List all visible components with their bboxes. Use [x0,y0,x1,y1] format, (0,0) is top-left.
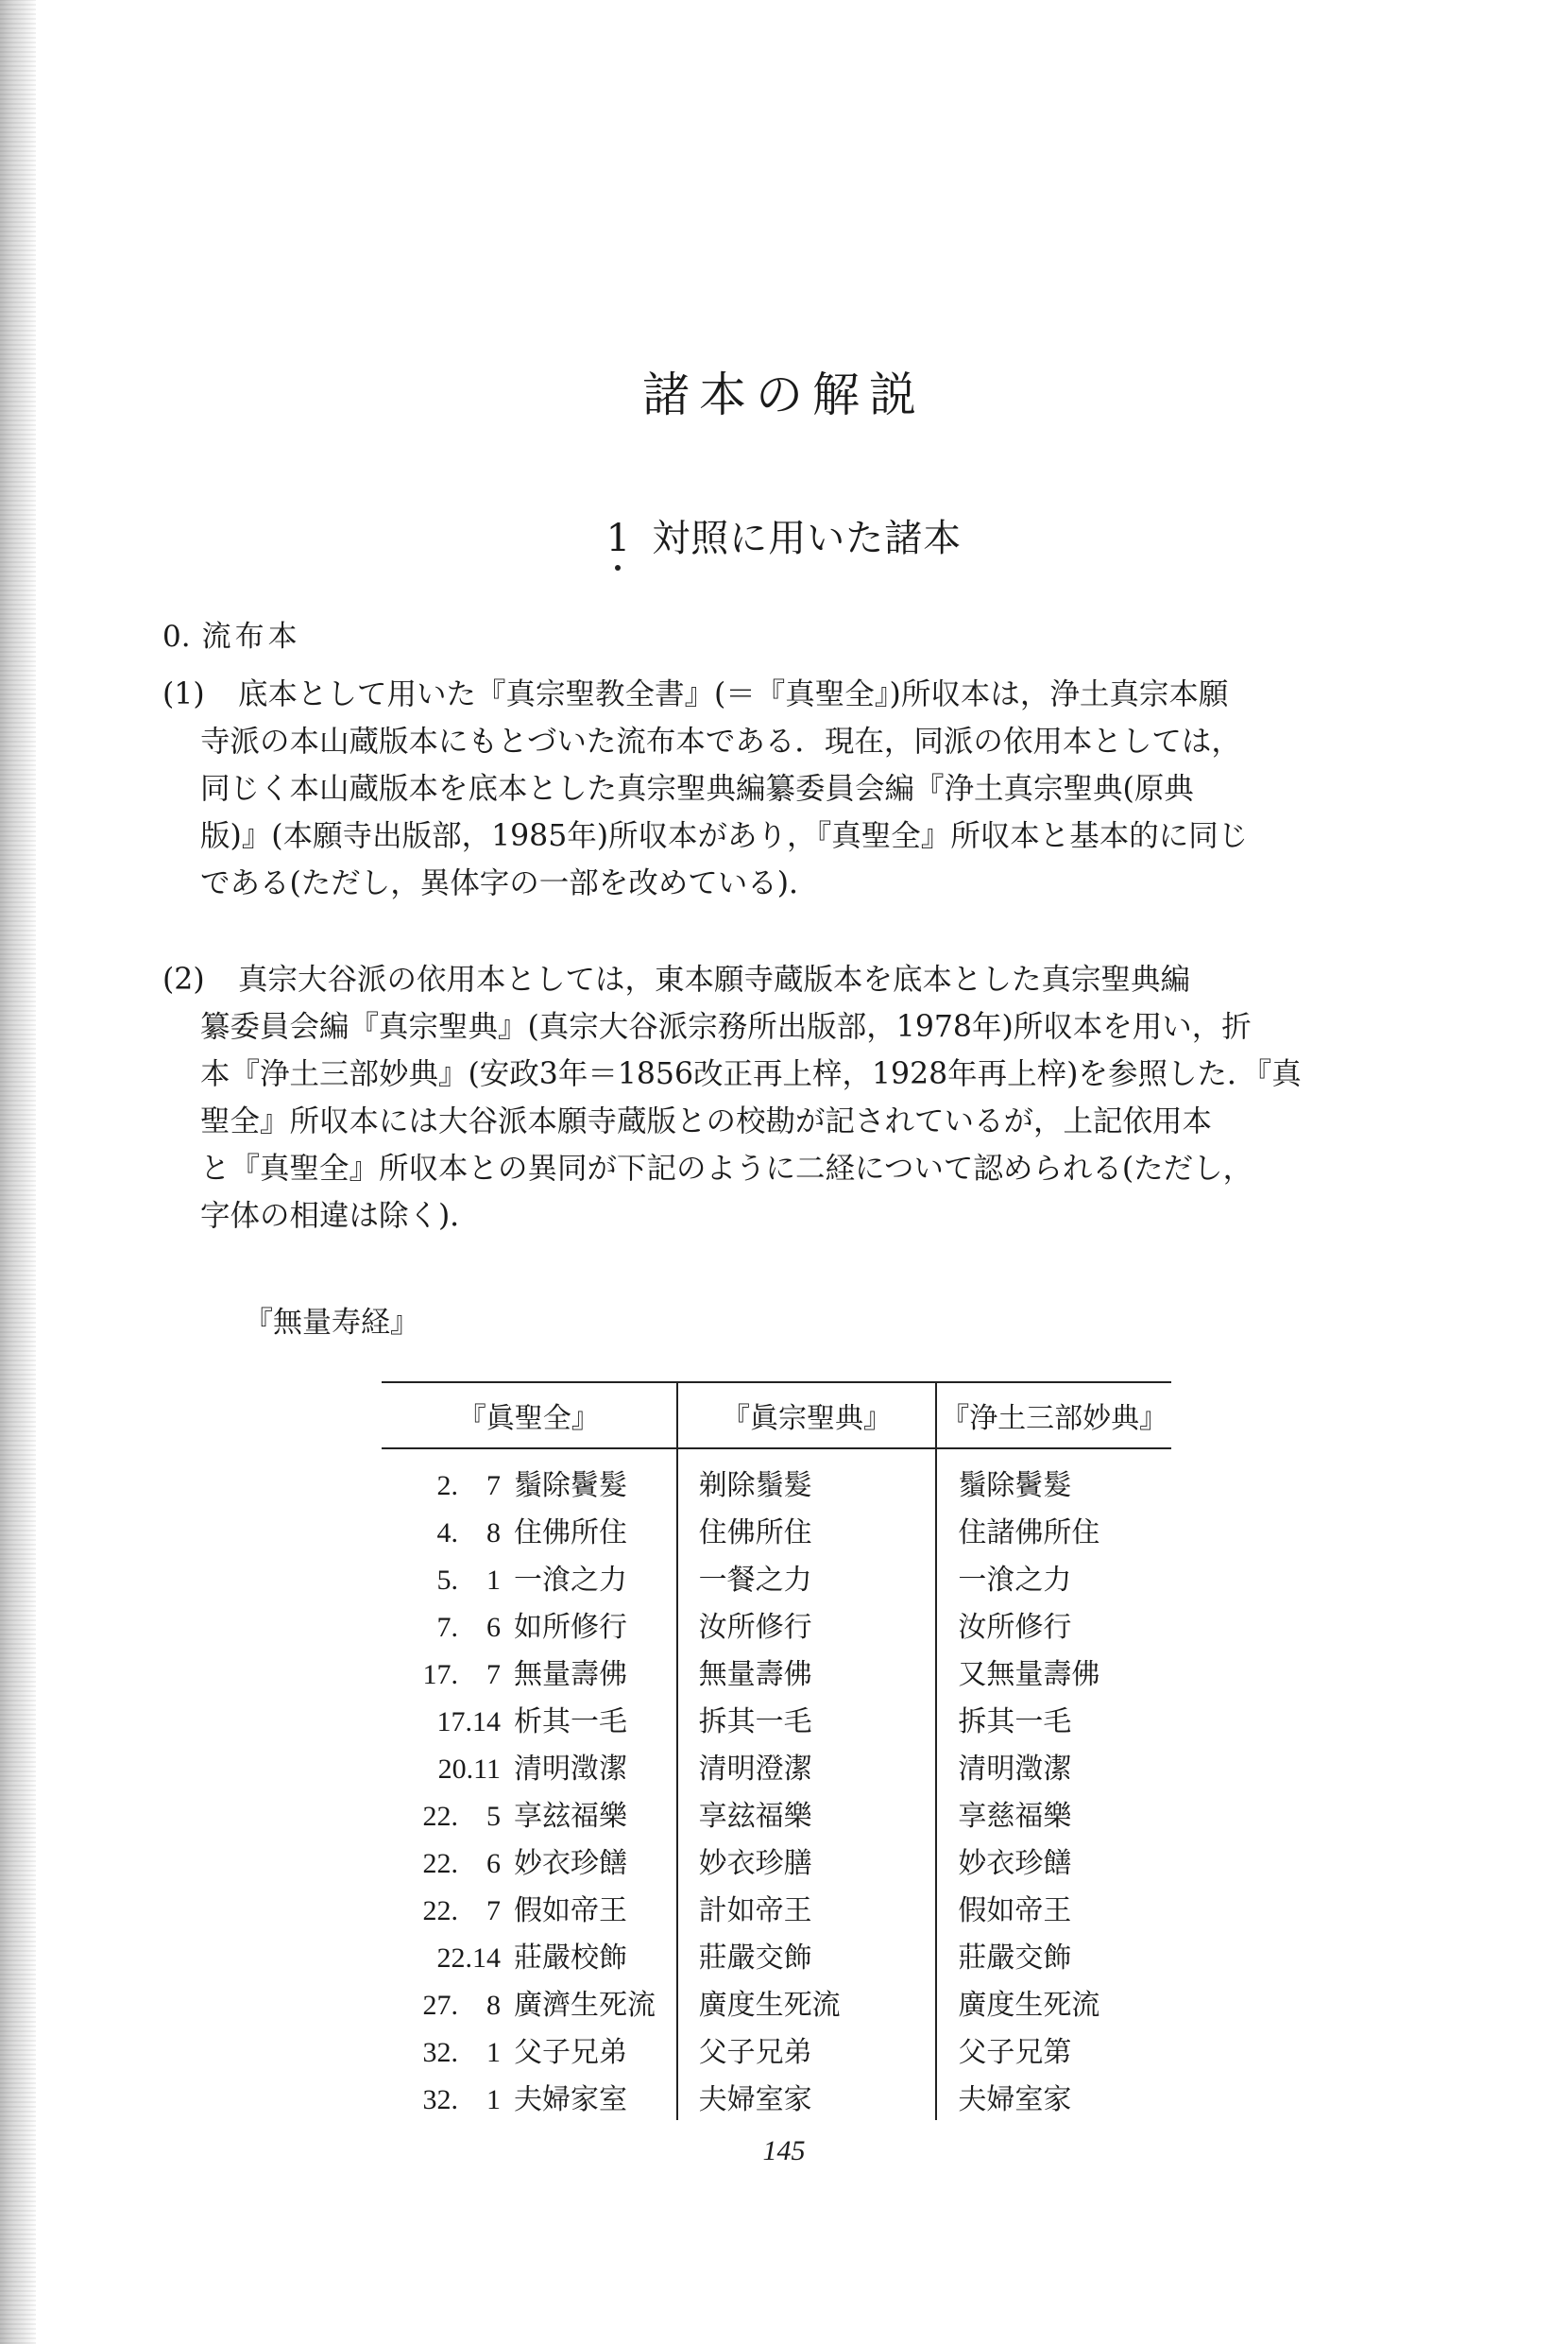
reference-number: 32. 1 [422,2037,501,2068]
table-row [382,1837,1171,1884]
table-cell-shinshoen [382,1448,677,1506]
table-row [382,1448,1171,1506]
table-cell-jodo-sanbu-myoten: 父子兄第 [958,2036,1072,2069]
variant-table [382,1381,1171,2120]
table-cell-shinshu-seiten: 一餐之力 [677,1553,937,1600]
table-cell-shinshoen [382,1978,677,2026]
variant-text: 析其一毛 [514,1705,627,1738]
subsection-heading [162,612,301,655]
table-row [382,1789,1171,1837]
reference-number: 17.14 [436,1706,501,1737]
paragraph-line: 寺派の本山蔵版本にもとづいた流布本である．現在，同派の依用本としては， [200,725,1241,759]
reference-number: 22. 7 [422,1895,501,1926]
table-cell-shinshoen [382,1553,677,1600]
table-cell-shinshoen [382,1742,677,1789]
subsection-number: 0. [162,620,191,654]
table-cell-jodo-sanbu-myoten: 廣度生死流 [958,1989,1100,2022]
list-caption: 『無量寿経』 [244,1306,419,1340]
paragraph-2 [162,956,1409,1240]
table-row [382,1600,1171,1648]
variant-text: 清明澂潔 [514,1753,627,1786]
table-cell-jodo-sanbu-myoten: 住諸佛所住 [958,1516,1100,1549]
paragraph-line: 聖全』所収本には大谷派本願寺蔵版との校勘が記されているが，上記依用本 [200,1104,1213,1138]
table-cell-shinshu-seiten: 無量壽佛 [677,1648,937,1695]
table-cell-shinshoen [382,1600,677,1648]
paragraph-line: である(ただし，異体字の一部を改めている)． [200,866,819,900]
reference-number: 7. 6 [436,1612,501,1643]
table-cell-jodo-sanbu-myoten: 享慈福樂 [958,1800,1072,1833]
table-row [382,1742,1171,1789]
reference-number: 17. 7 [422,1659,501,1690]
variant-text: 鬚除鬢髮 [514,1469,627,1502]
variant-text: 一湌之力 [514,1564,627,1597]
paragraph-marker: (1) [162,677,205,711]
table-cell-shinshu-seiten: 計如帝王 [677,1884,937,1931]
variant-text: 無量壽佛 [514,1658,627,1691]
table-cell-shinshu-seiten: 清明澄潔 [677,1742,937,1789]
scan-artifact-dot [615,565,621,571]
variant-text: 如所修行 [514,1611,627,1644]
paragraph-line: (1) 底本として用いた『真宗聖教全書』(＝『真聖全』)所収本は，浄土真宗本願 [162,671,1409,718]
table-cell-jodo-sanbu-myoten: 妙衣珍饍 [958,1847,1072,1880]
variant-text: 父子兄弟 [514,2036,627,2069]
table-cell-shinshu-seiten: 住佛所住 [677,1506,937,1553]
reference-number: 4. 8 [436,1517,501,1548]
reference-number: 22. 5 [422,1801,501,1832]
table-row [382,2073,1171,2120]
table-cell-shinshu-seiten: 父子兄弟 [677,2026,937,2073]
table-cell-jodo-sanbu-myoten: 又無量壽佛 [958,1658,1100,1691]
reference-number: 27. 8 [422,1990,501,2021]
section-title: 対照に用いた諸本 [652,517,963,560]
table-cell-shinshu-seiten: 廣度生死流 [677,1978,937,2026]
variant-text: 妙衣珍饍 [514,1847,627,1880]
variant-text: 廣濟生死流 [514,1989,656,2022]
page-number: 145 [762,2135,806,2166]
variant-text: 莊嚴校飾 [514,1942,627,1975]
table-header-row [382,1382,1171,1448]
variant-text: 夫婦家室 [514,2083,627,2116]
table-cell-jodo-sanbu-myoten: 夫婦室家 [958,2083,1072,2116]
table-cell-shinshu-seiten: 剃除鬚髮 [677,1448,937,1506]
table-row [382,1648,1171,1695]
table-row [382,1884,1171,1931]
table-cell-jodo-sanbu-myoten: 汝所修行 [958,1611,1072,1644]
table-cell-jodo-sanbu-myoten: 假如帝王 [958,1894,1072,1927]
table-cell-jodo-sanbu-myoten: 拆其一毛 [958,1705,1072,1738]
reference-number: 32. 1 [422,2084,501,2115]
table-cell-shinshoen [382,2073,677,2120]
table-cell-shinshoen [382,1695,677,1742]
table-row [382,1978,1171,2026]
page-title: 諸本の解説 [642,368,926,422]
table-row [382,1506,1171,1553]
table-header-cell: 『眞宗聖典』 [677,1382,937,1448]
paragraph-line: 版)』(本願寺出版部，1985年)所収本があり，『真聖全』所収本と基本的に同じ [200,819,1249,853]
paragraph-line: 本『浄土三部妙典』(安政3年＝1856改正再上梓，1928年再上梓)を参照した．『真 [200,1057,1302,1091]
table-header-cell: 『眞聖全』 [382,1382,677,1448]
table-cell-shinshoen [382,2026,677,2073]
subsection-title: 流布本 [201,620,301,654]
reference-number: 5. 1 [436,1565,501,1596]
section-heading [0,508,1568,562]
paragraph-marker: (2) [162,963,205,997]
table-cell-shinshoen [382,1648,677,1695]
reference-number: 20.11 [437,1754,501,1785]
table-cell-jodo-sanbu-myoten: 鬚除鬢髮 [958,1469,1072,1502]
paragraph-line: 纂委員会編『真宗聖典』(真宗大谷派宗務所出版部，1978年)所収本を用い，折 [200,1010,1252,1044]
paragraph-line: 字体の相違は除く)． [200,1199,480,1233]
paragraph-line: と『真聖全』所収本との異同が下記のように二経について認められる(ただし， [200,1152,1253,1186]
table-row [382,1931,1171,1978]
table-cell-shinshu-seiten: 夫婦室家 [677,2073,937,2120]
variant-text: 假如帝王 [514,1894,627,1927]
table-cell-shinshoen [382,1837,677,1884]
reference-number: 22. 6 [422,1848,501,1879]
table-cell-shinshoen [382,1884,677,1931]
table-cell-shinshu-seiten: 莊嚴交飾 [677,1931,937,1978]
table-header-cell: 『浄土三部妙典』 [936,1382,1171,1448]
variant-text: 享玆福樂 [514,1800,627,1833]
table-body [382,1448,1171,2120]
table-cell-jodo-sanbu-myoten: 莊嚴交飾 [958,1942,1072,1975]
table-cell-shinshu-seiten: 妙衣珍膳 [677,1837,937,1884]
scan-binding-edge [0,0,36,2344]
table-cell-jodo-sanbu-myoten: 清明澂潔 [958,1753,1072,1786]
reference-number: 22.14 [436,1942,501,1974]
table-row [382,2026,1171,2073]
section-number: 1 [605,517,632,560]
table-cell-shinshu-seiten: 汝所修行 [677,1600,937,1648]
table-cell-shinshoen [382,1789,677,1837]
paragraph-line: 同じく本山蔵版本を底本とした真宗聖典編纂委員会編『浄土真宗聖典(原典 [200,772,1194,806]
paragraph-line: (2) 真宗大谷派の依用本としては，東本願寺蔵版本を底本とした真宗聖典編 [162,956,1409,1003]
reference-number: 2. 7 [436,1470,501,1501]
table-cell-shinshoen [382,1506,677,1553]
table-cell-shinshoen [382,1931,677,1978]
table-cell-shinshu-seiten: 拆其一毛 [677,1695,937,1742]
variant-text: 住佛所住 [514,1516,627,1549]
table-row [382,1695,1171,1742]
table-row [382,1553,1171,1600]
table-cell-jodo-sanbu-myoten: 一湌之力 [958,1564,1072,1597]
paragraph-1 [162,671,1409,907]
table-cell-shinshu-seiten: 享玆福樂 [677,1789,937,1837]
